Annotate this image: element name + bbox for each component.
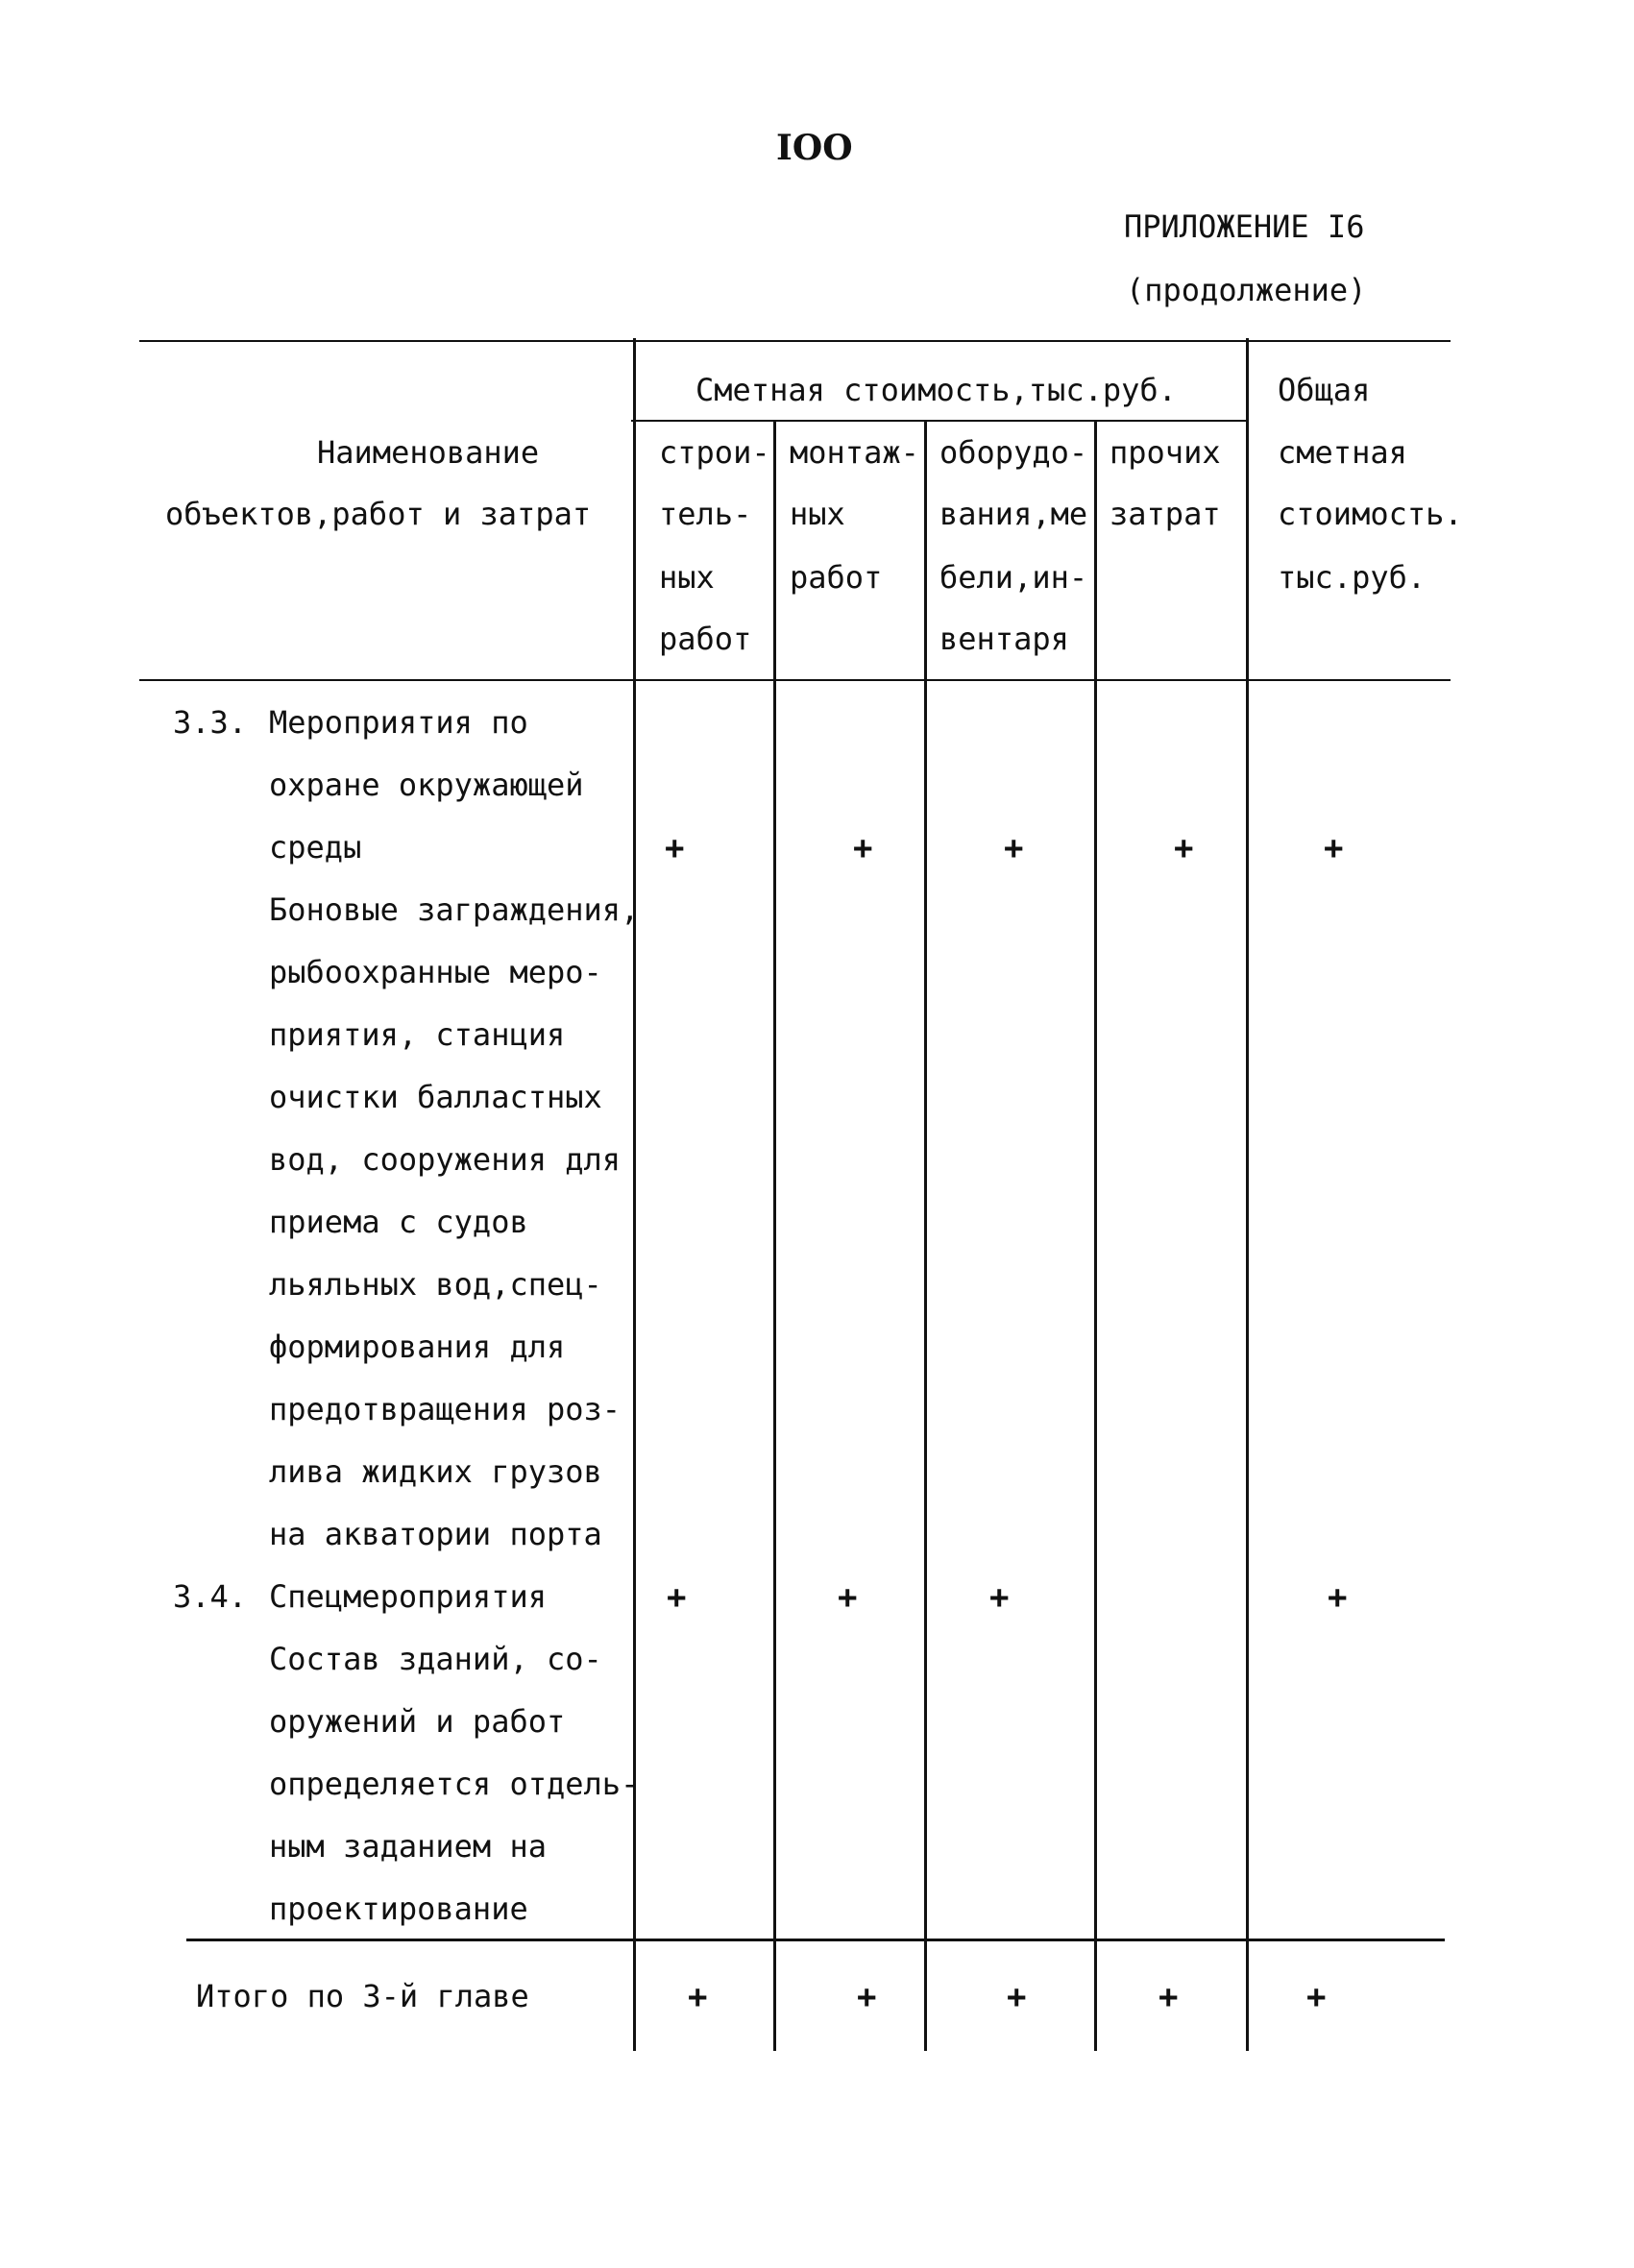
row-text-line: вод, сооружения для (269, 1141, 622, 1178)
cell-mark: + (1324, 829, 1344, 867)
header-name-line-2: объектов,работ и затрат (165, 496, 592, 532)
row-number: 3.4. (173, 1578, 248, 1615)
row-text-line: предотвращения роз- (269, 1391, 622, 1427)
header-name-line-1: Наименование (317, 434, 540, 471)
header-bottom-rule (139, 679, 1451, 681)
header-col3-line-3: бели,ин- (939, 559, 1088, 596)
header-col3-line-1: оборудо- (939, 434, 1088, 471)
header-col2-line-3: работ (790, 559, 883, 596)
header-col1-line-4: работ (659, 621, 752, 657)
row-text-line: Состав зданий, со- (269, 1641, 602, 1677)
row-text-line: оружений и работ (269, 1703, 566, 1740)
header-total-line-4: тыс.руб. (1278, 559, 1427, 596)
row-text-line: формирования для (269, 1329, 566, 1365)
header-col4-line-1: прочих (1110, 434, 1221, 471)
row-text-line: приятия, станция (269, 1016, 566, 1053)
row-text-line: льяльных вод,спец- (269, 1266, 602, 1303)
header-col4-line-2: затрат (1110, 496, 1221, 532)
row-text-line: Спецмероприятия (269, 1578, 547, 1615)
cell-mark: + (1004, 829, 1024, 867)
total-mark: + (688, 1978, 708, 2016)
header-col1-line-3: ных (659, 559, 715, 596)
header-col1-line-1: строи- (659, 434, 770, 471)
header-col1-line-2: тель- (659, 496, 752, 532)
row-text-line: на акватории порта (269, 1516, 602, 1552)
row-text-line: Боновые заграждения, (269, 891, 640, 928)
total-mark: + (1306, 1978, 1327, 2016)
header-total-line-2: сметная (1278, 434, 1407, 471)
page-number: IOO (776, 128, 853, 168)
col-divider-4 (1094, 420, 1097, 2051)
row-text-line: рыбоохранные меро- (269, 954, 602, 990)
total-mark: + (1158, 1978, 1179, 2016)
cell-mark: + (665, 829, 685, 867)
header-col2-line-1: монтаж- (790, 434, 919, 471)
table-top-rule (139, 340, 1451, 342)
col-divider-3 (924, 420, 927, 2051)
total-rule (186, 1939, 1445, 1941)
cell-mark: + (853, 829, 873, 867)
header-col3-line-4: вентаря (939, 621, 1069, 657)
header-col2-line-2: ных (790, 496, 845, 532)
row-text-line: Мероприятия по (269, 704, 528, 741)
header-col3-line-2: вания,ме (939, 496, 1088, 532)
header-total-line-3: стоимость. (1278, 496, 1463, 532)
cell-mark: + (1174, 829, 1194, 867)
header-estimate-group: Сметная стоимость,тыс.руб. (695, 372, 1177, 408)
total-mark: + (1007, 1978, 1027, 2016)
cell-mark: + (1328, 1578, 1348, 1617)
row-text-line: проектирование (269, 1890, 528, 1927)
header-total-line-1: Общая (1278, 372, 1371, 408)
col-divider-2 (773, 420, 776, 2051)
cell-mark: + (838, 1578, 858, 1617)
continuation-label: (продолжение) (1126, 272, 1367, 308)
cell-mark: + (667, 1578, 687, 1617)
row-text-line: приема с судов (269, 1204, 528, 1240)
row-number: 3.3. (173, 704, 248, 741)
cell-mark: + (989, 1578, 1010, 1617)
row-text-line: среды (269, 829, 362, 866)
row-text-line: определяется отдель- (269, 1766, 640, 1802)
appendix-title: ПРИЛОЖЕНИЕ I6 (1124, 208, 1365, 245)
row-text-line: ным заданием на (269, 1828, 547, 1865)
row-text-line: охране окружающей (269, 767, 584, 803)
row-text-line: лива жидких грузов (269, 1453, 602, 1490)
estimate-group-rule (631, 420, 1247, 422)
row-text-line: очистки балластных (269, 1079, 602, 1115)
total-mark: + (857, 1978, 877, 2016)
col-divider-5 (1246, 338, 1249, 2051)
total-label: Итого по 3-й главе (196, 1978, 529, 2014)
